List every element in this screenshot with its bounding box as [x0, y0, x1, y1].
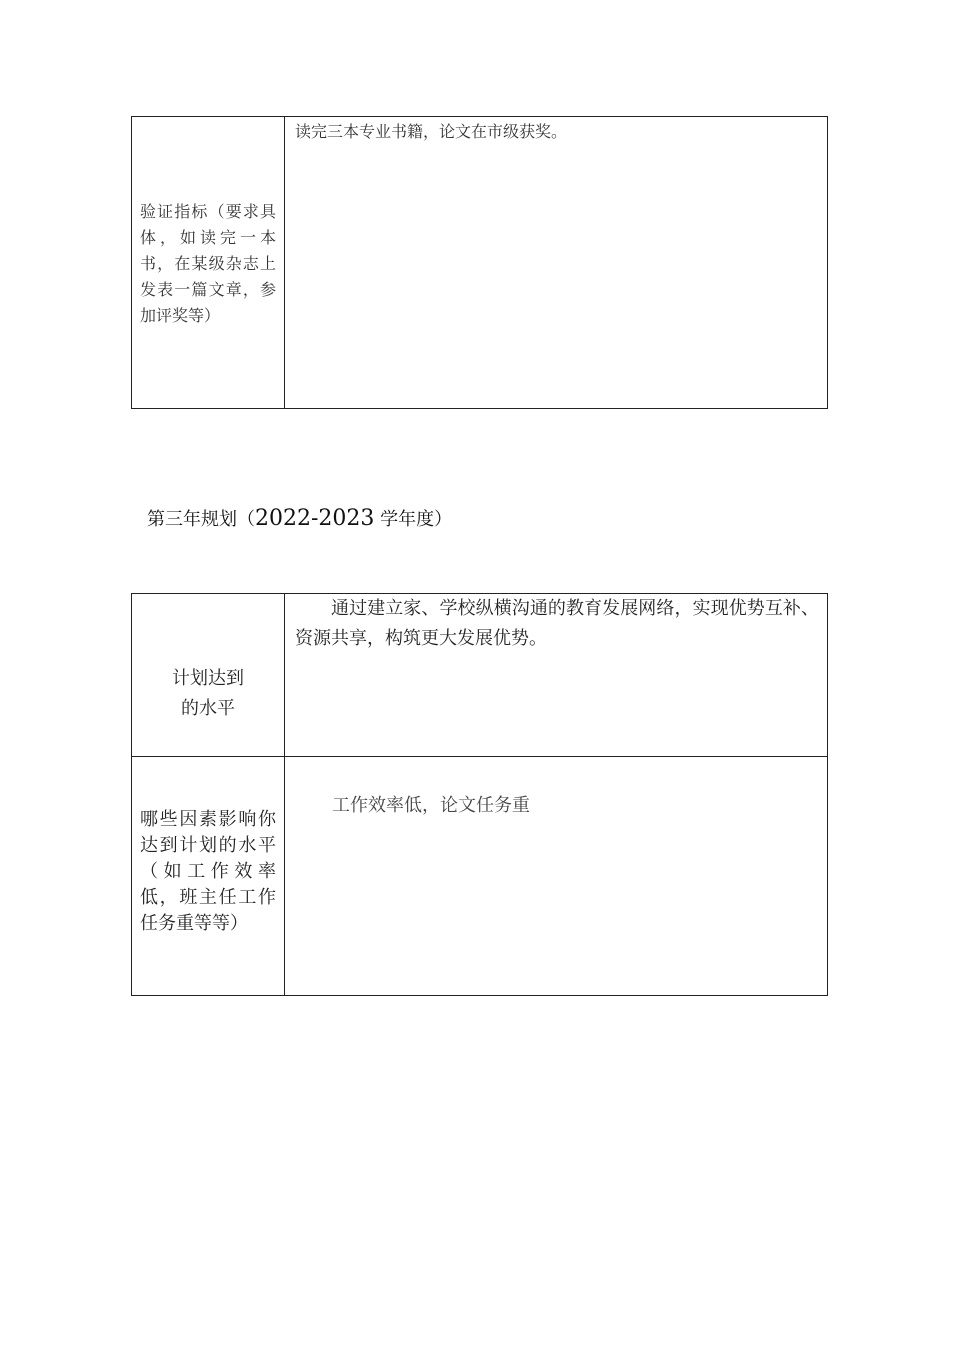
- plan-level-content-cell: [285, 594, 827, 756]
- factors-label-cell: [132, 757, 285, 995]
- plan-table: [131, 593, 828, 996]
- verification-row: [132, 117, 827, 408]
- heading-prefix: 第三年规划（: [147, 509, 255, 530]
- plan-level-content: 通过建立家、学校纵横沟通的教育发展网络，实现优势互补、资源共享，构筑更大发展优势。: [295, 598, 819, 649]
- plan-level-label-line2: 的水平: [181, 698, 235, 719]
- heading-years: 2022-2023: [255, 506, 375, 531]
- verification-content-cell: [285, 117, 827, 408]
- plan-level-label: [172, 664, 244, 724]
- section-heading: [147, 505, 452, 534]
- plan-level-label-cell: [132, 594, 285, 756]
- factors-content-cell: [285, 757, 827, 995]
- factors-row: [132, 756, 827, 995]
- plan-level-label-line1: 计划达到: [172, 668, 244, 689]
- verification-table: [131, 116, 828, 409]
- verification-label: 验证指标（要求具体，如读完一本书，在某级杂志上发表一篇文章，参加评奖等）: [140, 201, 276, 325]
- factors-label: 哪些因素影响你达到计划的水平（如工作效率低，班主任工作任务重等等）: [140, 809, 276, 934]
- factors-content: 工作效率低，论文任务重: [332, 795, 530, 816]
- plan-level-row: [132, 594, 827, 756]
- verification-label-cell: [132, 117, 285, 408]
- verification-content: 读完三本专业书籍，论文在市级获奖。: [295, 122, 568, 141]
- heading-suffix: 学年度）: [374, 509, 453, 530]
